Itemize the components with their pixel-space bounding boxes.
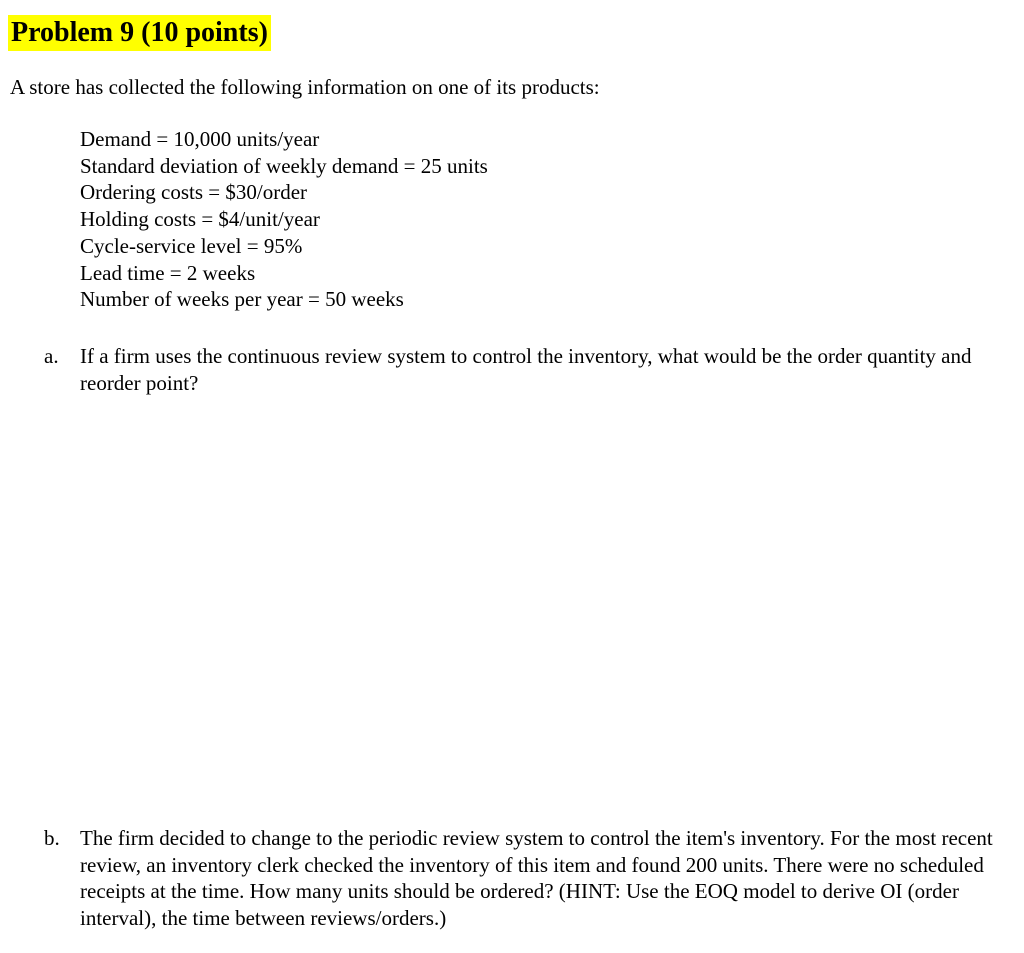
- given-weeks-per-year: Number of weeks per year = 50 weeks: [80, 287, 404, 312]
- given-holding-costs: Holding costs = $4/unit/year: [80, 207, 320, 232]
- question-b-text: The firm decided to change to the periodic review system to control the item's inventory. For the most recent review, an inventory clerk checked the inventory of this item and found 200 units. There were no scheduled receipts at the time. How many units should be ordered? (HINT: Use the EOQ model to derive OI (order interval), the time between reviews/orders.): [80, 826, 993, 930]
- problem-intro: A store has collected the following information on one of its products:: [10, 75, 600, 99]
- question-b-marker: b.: [44, 826, 60, 850]
- given-ordering-costs: Ordering costs = $30/order: [80, 180, 308, 205]
- given-std-dev-weekly-demand: Standard deviation of weekly demand = 25 units: [80, 153, 488, 178]
- given-cycle-service-level: Cycle-service level = 95%: [80, 233, 303, 258]
- given-lead-time: Lead time = 2 weeks: [80, 260, 256, 285]
- question-b: [44, 825, 994, 931]
- given-demand: Demand = 10,000 units/year: [80, 127, 320, 151]
- question-a: [44, 343, 994, 396]
- given-data-list: [80, 126, 488, 313]
- question-a-text: If a firm uses the continuous review system to control the inventory, what would be the order quantity and reorder point?: [80, 344, 972, 395]
- question-a-marker: a.: [44, 344, 59, 368]
- problem-title: Problem 9 (10 points): [8, 15, 271, 51]
